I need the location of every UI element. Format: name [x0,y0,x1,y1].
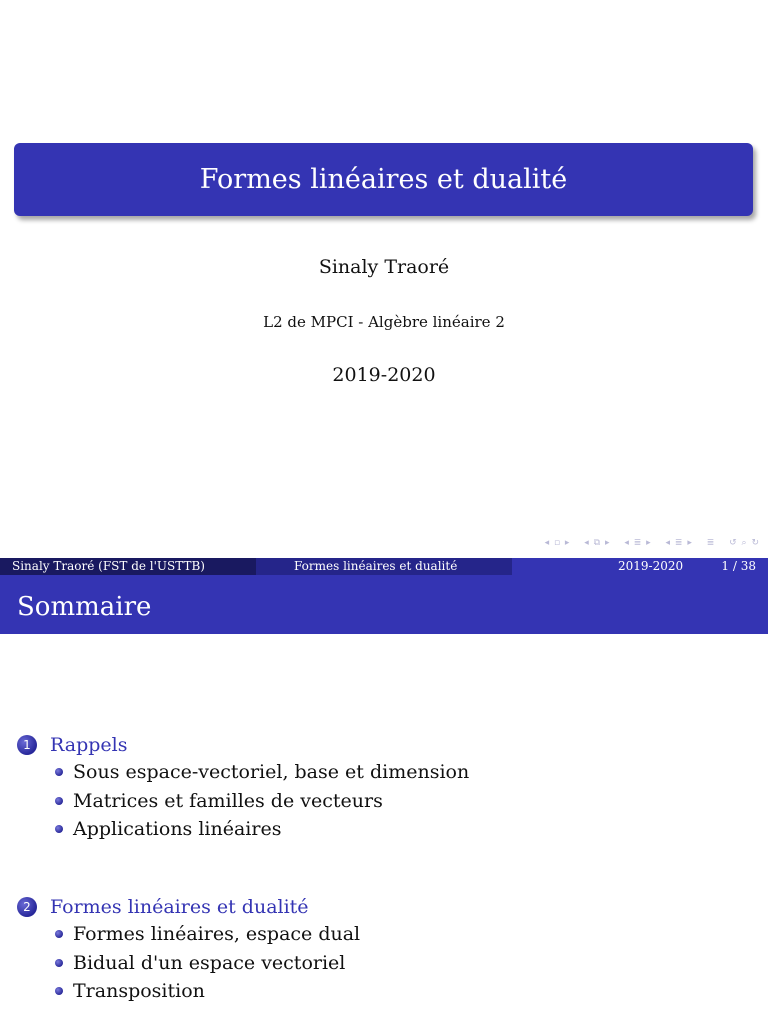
sommaire-header [0,575,768,634]
beamer-navigation-bar [535,538,760,548]
footer-title: Formes linéaires et dualité [256,558,512,575]
sommaire-title: Sommaire [17,592,152,622]
footer-year: 2019-2020 [618,559,684,573]
bullet-icon [55,768,63,776]
section-label[interactable]: Formes linéaires et dualité [50,896,309,918]
toc-subsection[interactable]: Applications linéaires [55,815,469,844]
nav-section-icon[interactable]: ◂ ≣ ▸ [624,538,652,548]
nav-search-icon[interactable]: ↺ ⌕ ↻ [729,538,760,548]
nav-toc-icon[interactable]: ≣ [706,538,716,548]
toc-subsection[interactable]: Formes linéaires, espace dual [55,920,360,949]
bullet-icon [55,825,63,833]
footer-author: Sinaly Traoré (FST de l'USTTB) [0,558,256,575]
author-name: Sinaly Traoré [318,256,450,278]
slide-title: Formes linéaires et dualité [199,164,568,195]
slide-title-box [14,143,753,216]
bullet-icon [55,797,63,805]
academic-year: 2019-2020 [332,364,436,386]
section-label[interactable]: Rappels [50,734,128,756]
toc-subsection[interactable]: Matrices et familles de vecteurs [55,787,469,816]
toc-section-1[interactable] [17,732,469,844]
bullet-icon [55,959,63,967]
toc-subsection[interactable]: Bidual d'un espace vectoriel [55,949,360,978]
nav-frame-icon[interactable]: ◂ ▫ ▸ [544,538,571,548]
slide-footer [0,558,768,575]
footer-page-number: 1 / 38 [721,559,756,573]
footer-right [512,558,768,575]
toc-subsection[interactable]: Transposition [55,977,360,1006]
bullet-icon [55,930,63,938]
section-number-badge: 2 [17,897,37,917]
bullet-icon [55,987,63,995]
section-number-badge: 1 [17,735,37,755]
course-name: L2 de MPCI - Algèbre linéaire 2 [263,313,505,331]
nav-section2-icon[interactable]: ◂ ≣ ▸ [665,538,693,548]
toc-section-2[interactable] [17,894,360,1006]
toc-subsection[interactable]: Sous espace-vectoriel, base et dimension [55,758,469,787]
nav-subsection-icon[interactable]: ◂ ⧉ ▸ [584,538,611,548]
